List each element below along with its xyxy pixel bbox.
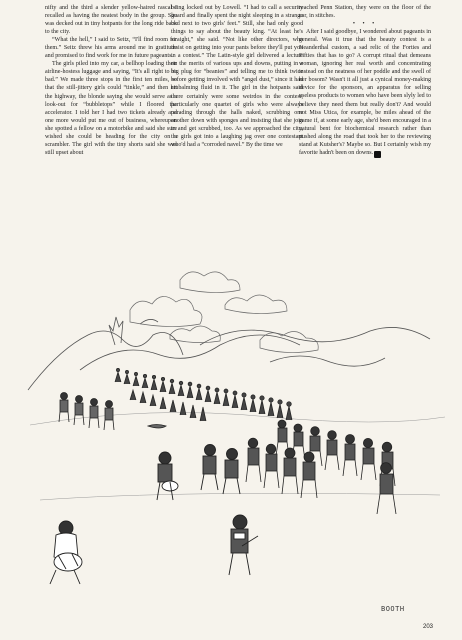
fifer-figure [229, 515, 258, 575]
text-column-3 [299, 4, 431, 158]
foreground-musicians [50, 445, 258, 585]
front-ranks [246, 420, 396, 514]
text-column-1 [45, 4, 177, 157]
soldier-figure [301, 452, 317, 498]
drummer-figure [50, 521, 82, 584]
soldier-figure [246, 438, 261, 482]
page-number: 203 [423, 624, 434, 630]
text-column-2 [171, 4, 303, 149]
paragraph: being locked out by Lowell. “I had to call a security guard and finally spent the night sleeping in a strange bed next to two girls' feet.” Still, she had only good things to say about the beauty king. “At least he's straight,” she said. “Not like other directors, who insist on getting into your pants before they'll put you in a contest.” The Latin-style girl delivered a lecture on the merits of various ups and downs, putting in a big plug for “beanies” and telling me to think twice before getting involved with “angel dust,” since it had embalming fluid in it. The girl in the hotpants said there certainly were some weirdos in the contest, particularly one quartet of girls who were always parading through the halls naked, scrubbing one another down with sponges and insisting that she join in and get scrubbed, too. As we approached the city, the girls got into a laughing jag over one contestant who'd had a “corroded navel.” By the time we [171, 5, 303, 148]
soldier-figure [59, 393, 69, 423]
end-mark-icon: ❀ [374, 151, 381, 158]
section-break: • • • [352, 21, 378, 28]
soldier-figure [361, 438, 376, 480]
paragraph: nifty and the third a slender yellow-haired rascal I recalled as having the neatest body in the group. She was decked out in tiny hotpants for the long ride back to the city. [45, 5, 177, 36]
soldier-figure [89, 399, 99, 429]
artist-signature: BOOTH [381, 605, 405, 613]
soldier-figure [325, 431, 339, 470]
cartoon-illustration [20, 250, 450, 630]
soldier-figure [201, 445, 218, 491]
soldier-figure [282, 448, 298, 494]
paragraph-final [299, 28, 431, 158]
soldier-figure [343, 435, 357, 477]
paragraph: reached Penn Station, they were on the floor of the car, in stitches. [299, 5, 431, 20]
hill-group [28, 317, 430, 390]
soldier-figure [223, 449, 240, 495]
soldier-figure [74, 396, 84, 426]
soldier-figure [104, 401, 114, 431]
drummer-figure [157, 452, 178, 500]
paragraph-final-text: After I said goodbye, I wondered about pageants in general. Was it true that the beauty contest is a Neanderthal custom, a sad relic of the Forties and Fifties that has to go? A corrupt ritual that demeans woman, ignoring her real worth and concentrating instead on the neatness of her poddle and the swell of her bosom? Wasn't it all just a cynical money-making device for the sponsors, an apparatus for selling useless products to women who have been slyly led to believe they need them but really don't? And would not Miss Utica, for example, be miles ahead of the game if, at some early age, she'd been encouraged in a natural bent for biochemical research rather than pushed along the road that took her to the reviewing stand at Kutsher's? Maybe so. But I certainly wish my favorite hadn't been on downs. [299, 29, 431, 156]
fallen-figure [148, 425, 166, 429]
paragraph: The girls piled into my car, a bellhop loading their airline-hostess luggage and saying, “It's all right to be bad.” We made three stops in the first ten miles, so that the still-jittery girls could “tinkle,” and then hit the highway, the blonde saying she would serve as a look-out for “bubbletops” while I floored the accelerator. I told her I had two tickets already and one more would put me out of business, whereupon she spotted a fellow on a motorbike and said she sure wished she could be heading for the city on a scrambler. The girl with the tiny shorts said she was still upset about [45, 61, 177, 156]
left-figures [59, 393, 166, 431]
paragraph: “What the hell,” I said to Seitz, “I'll find room for them.” Seitz threw his arms around me in gratitude and promised to find work for me in future pageants. [45, 37, 177, 60]
